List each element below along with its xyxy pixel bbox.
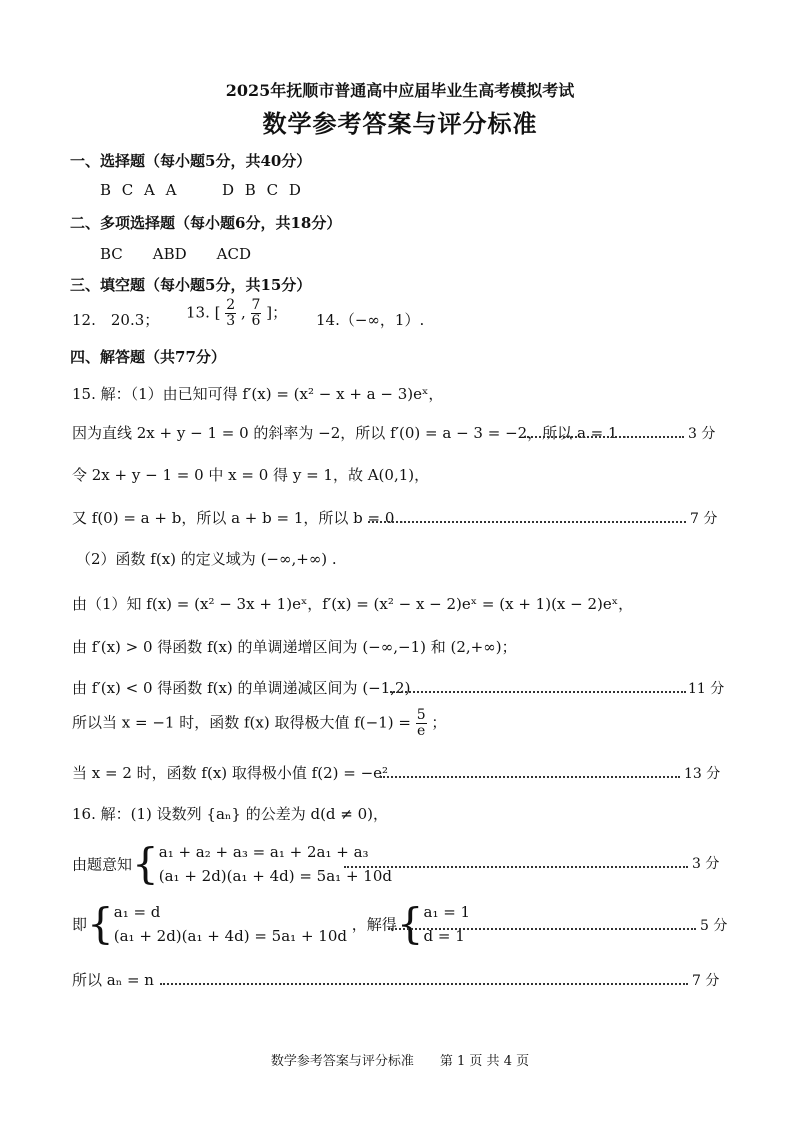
q16-score-3: 3 分 <box>692 856 720 872</box>
q16-system-1 <box>72 840 392 888</box>
q15-line-1: 15. 解：（1）由已知可得 f′(x) = (x² − x + a − 3)eˣ， <box>72 385 444 403</box>
leader-dots <box>344 866 688 868</box>
brace-icon: { <box>87 899 114 948</box>
q13-fraction-1: $\frac{2}{3}$ <box>226 297 236 329</box>
q13-prefix: 13. [ <box>186 303 221 322</box>
solution-system <box>424 900 471 948</box>
leader-dots <box>524 436 684 438</box>
leader-dots <box>390 691 686 693</box>
section-1-answers-a: B C A A <box>100 181 177 199</box>
q15-max-text: 所以当 x = −1 时，函数 f(x) 取得极大值 f(−1) = <box>72 713 411 732</box>
q15-line-10: 当 x = 2 时，函数 f(x) 取得极小值 f(2) = −e² <box>72 764 389 782</box>
q16-ji-eq-2: (a₁ + 2d)(a₁ + 4d) = 5a₁ + 10d <box>113 927 347 945</box>
q16-line-4: 所以 aₙ = n . <box>72 971 164 989</box>
exam-title: 2025年抚顺市普通高中应届毕业生高考模拟考试 <box>225 81 575 100</box>
q15-line-9 <box>72 708 446 739</box>
fill-answer-13: 13. [ $\frac{2}{3}$ , $\frac{7}{6}$ ]； <box>186 297 288 329</box>
q16-sol-1: a₁ = 1 <box>423 903 471 921</box>
equation-system <box>159 840 392 888</box>
section-1-heading: 一、选择题（每小题5分，共40分） <box>70 152 312 170</box>
q15-score-7: 7 分 <box>690 511 718 527</box>
section-4-heading: 四、解答题（共77分） <box>70 348 226 366</box>
q15-max-fraction: $\frac{5}{e}$ <box>416 707 426 739</box>
brace-icon: { <box>132 839 159 888</box>
q15-line-3: 令 2x + y − 1 = 0 中 x = 0 得 y = 1，故 A(0,1)， <box>72 466 430 484</box>
q15-line-5: （2）函数 f(x) 的定义域为 (−∞,+∞) . <box>76 550 337 568</box>
q13-suffix: ]； <box>266 303 288 322</box>
q13-fraction-2: $\frac{7}{6}$ <box>251 297 261 329</box>
section-2-heading: 二、多项选择题（每小题6分，共18分） <box>70 214 342 232</box>
page-title: 数学参考答案与评分标准 <box>262 109 538 138</box>
q16-given-label: 由题意知 <box>72 855 133 874</box>
leader-dots <box>388 928 696 930</box>
equation-system <box>114 900 347 948</box>
q15-line-6: 由（1）知 f(x) = (x² − 3x + 1)eˣ，f′(x) = (x² − x − 2)eˣ = (x + 1)(x − 2)eˣ， <box>72 595 634 613</box>
page-footer: 数学参考答案与评分标准 第 1 页 共 4 页 <box>270 1054 530 1069</box>
q16-score-7: 7 分 <box>692 973 720 989</box>
section-3-heading: 三、填空题（每小题5分，共15分） <box>70 276 312 294</box>
q15-score-3: 3 分 <box>688 426 716 442</box>
q15-score-11: 11 分 <box>688 681 725 697</box>
q16-line-1: 16. 解：(1) 设数列 {aₙ} 的公差为 d(d ≠ 0)， <box>72 805 389 823</box>
q16-ji-eq-1: a₁ = d <box>113 903 161 921</box>
q15-line-4: 又 f(0) = a + b，所以 a + b = 1，所以 b = 0 . <box>72 509 404 527</box>
brace-icon: { <box>396 899 424 948</box>
q15-line-7: 由 f′(x) > 0 得函数 f(x) 的单调递增区间为 (−∞,−1) 和 (2,+∞)； <box>72 638 517 656</box>
q16-eq-2: (a₁ + 2d)(a₁ + 4d) = 5a₁ + 10d <box>158 867 392 885</box>
q16-score-5: 5 分 <box>700 918 728 934</box>
section-1-answers-b: D B C D <box>222 181 301 199</box>
q15-line-2: 因为直线 2x + y − 1 = 0 的斜率为 −2，所以 f′(0) = a − 3 = −2，所以 a = 1 . <box>72 424 628 442</box>
q16-solve-label: ，解得 <box>351 915 397 934</box>
q16-system-2 <box>72 900 470 948</box>
q15-line-8: 由 f′(x) < 0 得函数 f(x) 的单调递减区间为 (−1,2) <box>72 679 411 697</box>
section-2-answers: BC ABD ACD <box>100 245 251 263</box>
q15-max-suffix: ； <box>431 713 447 732</box>
q16-sol-2: d = 1 <box>423 927 465 945</box>
q15-score-13: 13 分 <box>684 766 721 782</box>
q16-eq-1: a₁ + a₂ + a₃ = a₁ + 2a₁ + a₃ <box>158 843 369 861</box>
q16-ji-label: 即 <box>72 915 88 934</box>
fill-answer-12: 12. 20.3； <box>72 311 160 329</box>
leader-dots <box>380 776 680 778</box>
fill-answer-14: 14.（−∞，1）. <box>316 311 425 329</box>
leader-dots <box>368 521 686 523</box>
leader-dots <box>160 983 688 985</box>
